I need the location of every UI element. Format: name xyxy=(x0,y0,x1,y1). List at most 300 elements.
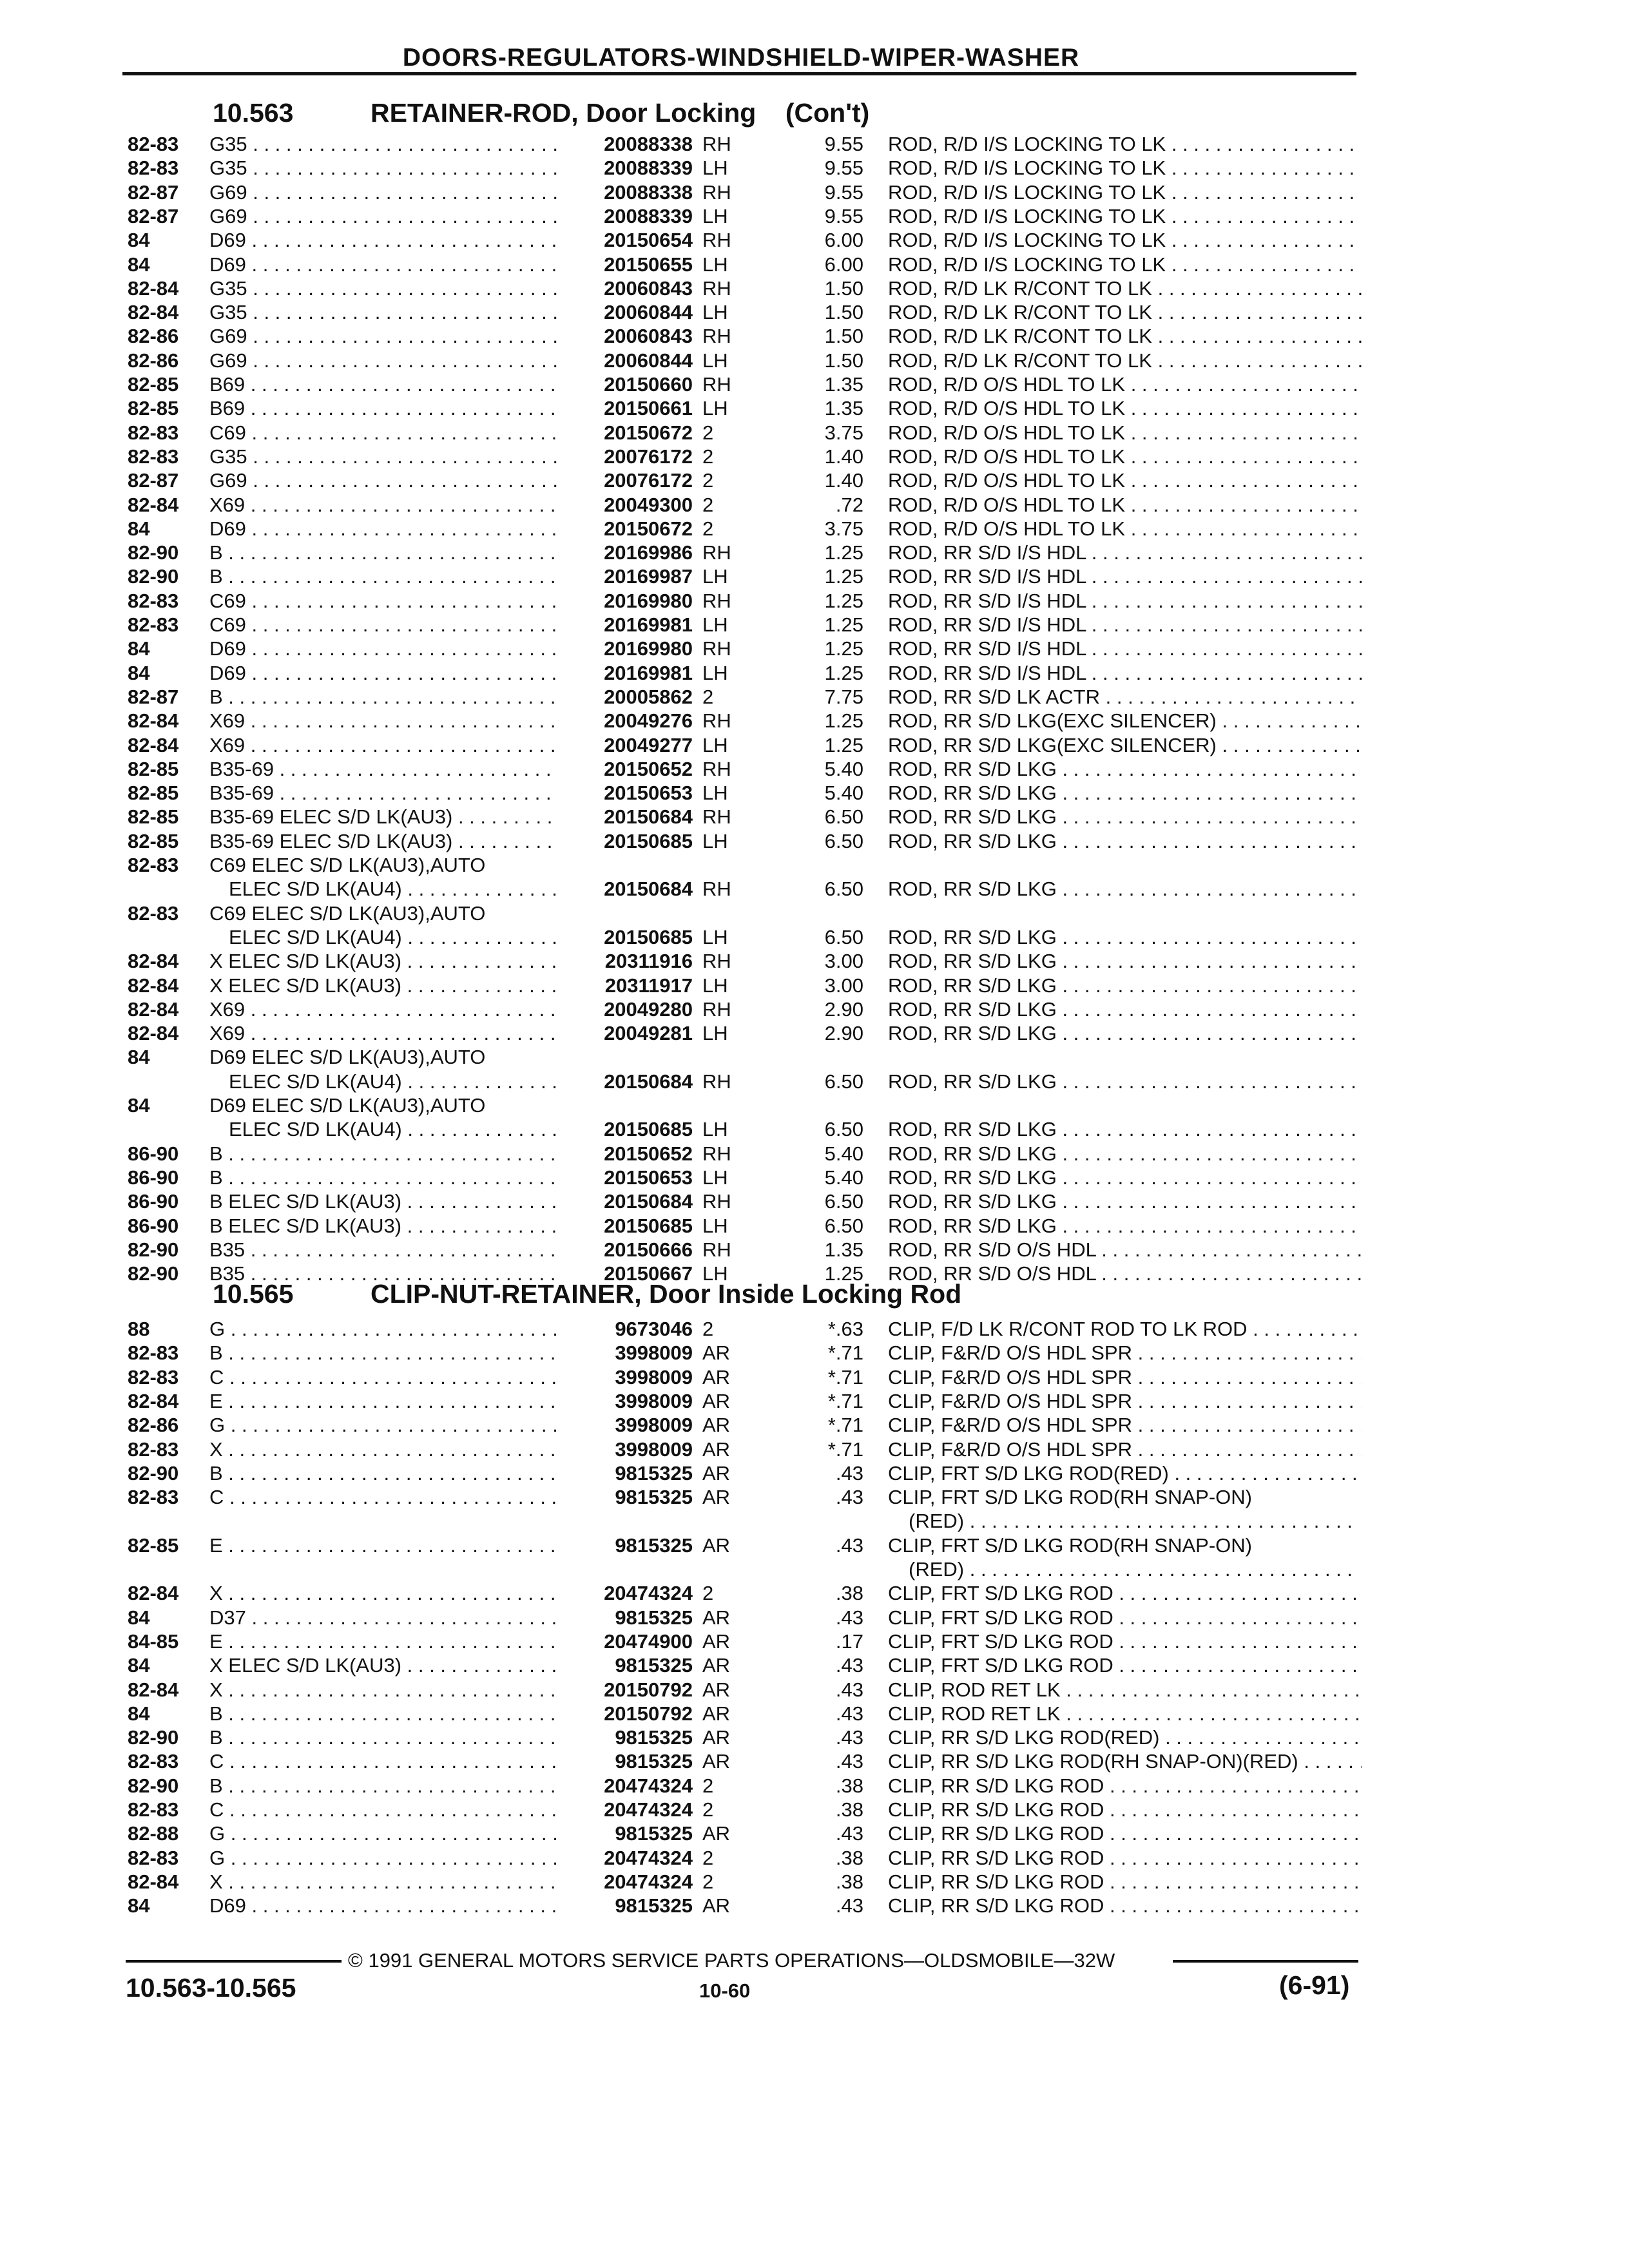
row-year: 86-90 xyxy=(128,1142,179,1165)
row-model: E . . . xyxy=(209,1534,557,1557)
row-side: AR xyxy=(702,1389,731,1412)
row-description: ROD, R/D O/S HDL TO LK . . . xyxy=(888,494,1362,517)
row-year: 84 xyxy=(128,253,150,276)
row-side: LH xyxy=(702,349,728,372)
row-model: G . . . xyxy=(209,1318,557,1341)
row-price: .43 xyxy=(835,1822,863,1845)
row-model-cont: ELEC S/D LK(AU4) . . . xyxy=(229,926,557,949)
row-price: 1.35 xyxy=(824,1238,863,1261)
parts-row xyxy=(0,397,1629,421)
parts-row-continuation xyxy=(0,1510,1629,1534)
row-part-number: 3998009 xyxy=(615,1365,693,1389)
row-part-number: 20474324 xyxy=(604,1870,693,1893)
row-description: ROD, RR S/D I/S HDL . . . xyxy=(888,590,1362,613)
row-description: ROD, RR S/D LKG . . . xyxy=(888,1022,1362,1045)
row-price: .43 xyxy=(835,1533,863,1557)
row-description: CLIP, RR S/D LKG ROD . . . xyxy=(888,1870,1362,1894)
row-year: 82-84 xyxy=(128,276,179,300)
row-year: 84 xyxy=(128,637,150,660)
footer-rule-right xyxy=(1173,1960,1358,1963)
row-part-number: 20311916 xyxy=(604,950,693,973)
row-model: C69 ELEC S/D LK(AU3),AUTO xyxy=(209,901,486,925)
row-side: RH xyxy=(702,805,731,829)
row-part-number: 20049276 xyxy=(604,709,693,733)
row-model: B . . . xyxy=(209,1702,557,1725)
row-part-number: 9815325 xyxy=(615,1894,693,1917)
section-title xyxy=(371,1279,961,1309)
row-year: 82-85 xyxy=(128,757,179,780)
row-price: .38 xyxy=(835,1846,863,1869)
row-description: CLIP, RR S/D LKG ROD(RED) . . . xyxy=(888,1726,1362,1749)
row-description: ROD, RR S/D LKG . . . xyxy=(888,1070,1362,1093)
row-description: ROD, R/D I/S LOCKING TO LK . . . xyxy=(888,229,1362,252)
parts-row xyxy=(0,1238,1629,1263)
row-model: B . . . xyxy=(209,1462,557,1485)
row-part-number: 20060843 xyxy=(604,325,693,348)
row-price: .43 xyxy=(835,1486,863,1509)
row-model: X ELEC S/D LK(AU3) . . . xyxy=(209,1654,557,1677)
row-year: 82-84 xyxy=(128,301,179,324)
parts-row xyxy=(0,541,1629,566)
parts-row xyxy=(0,133,1629,157)
parts-row xyxy=(0,1166,1629,1191)
row-model: B . . . xyxy=(209,541,557,564)
row-model: G35 . . . xyxy=(209,277,557,300)
row-side: RH xyxy=(702,541,731,564)
row-side: 2 xyxy=(702,517,714,540)
row-side: LH xyxy=(702,1262,728,1285)
footer-date: (6-91) xyxy=(1279,1970,1350,2000)
row-model: D69 . . . xyxy=(209,637,557,660)
row-description: ROD, RR S/D LKG . . . xyxy=(888,998,1362,1021)
row-price: .43 xyxy=(835,1461,863,1485)
row-model: X . . . xyxy=(209,1582,557,1605)
row-model: D69 . . . xyxy=(209,253,557,276)
row-model: G35 . . . xyxy=(209,157,557,180)
parts-row xyxy=(0,1462,1629,1486)
row-side: LH xyxy=(702,253,728,276)
parts-row xyxy=(0,590,1629,614)
row-description: CLIP, RR S/D LKG ROD . . . xyxy=(888,1894,1362,1917)
row-price: 1.35 xyxy=(824,397,863,420)
parts-row xyxy=(0,1678,1629,1703)
row-description: CLIP, FRT S/D LKG ROD(RH SNAP-ON) xyxy=(888,1486,1252,1509)
row-part-number: 20150653 xyxy=(604,1166,693,1189)
row-description: ROD, RR S/D LKG . . . xyxy=(888,1215,1362,1238)
row-description: ROD, RR S/D LKG . . . xyxy=(888,758,1362,781)
row-part-number: 9815325 xyxy=(615,1654,693,1677)
row-model: X ELEC S/D LK(AU3) . . . xyxy=(209,974,557,997)
parts-row-continuation xyxy=(0,1070,1629,1095)
row-year: 82-85 xyxy=(128,397,179,420)
row-year: 82-83 xyxy=(128,133,179,155)
row-part-number: 20150684 xyxy=(604,1070,693,1093)
row-model: X69 . . . xyxy=(209,998,557,1021)
row-part-number: 9815325 xyxy=(615,1461,693,1485)
row-description: CLIP, FRT S/D LKG ROD . . . xyxy=(888,1630,1362,1653)
row-year: 82-84 xyxy=(128,709,179,733)
row-description: ROD, RR S/D LK ACTR . . . xyxy=(888,686,1362,709)
row-price: 6.50 xyxy=(824,805,863,829)
row-price: 9.55 xyxy=(824,180,863,204)
row-year: 82-83 xyxy=(128,613,179,636)
row-side: LH xyxy=(702,925,728,948)
row-price: .43 xyxy=(835,1606,863,1629)
row-model-cont: ELEC S/D LK(AU4) . . . xyxy=(229,878,557,901)
row-part-number: 20150684 xyxy=(604,1190,693,1213)
row-description: ROD, RR S/D LKG . . . xyxy=(888,974,1362,997)
row-description: ROD, RR S/D LKG . . . xyxy=(888,1142,1362,1166)
row-part-number: 20088338 xyxy=(604,180,693,204)
row-side: RH xyxy=(702,1190,731,1213)
row-year: 86-90 xyxy=(128,1190,179,1213)
parts-row xyxy=(0,445,1629,470)
row-part-number: 3998009 xyxy=(615,1341,693,1365)
row-model: G69 . . . xyxy=(209,325,557,348)
parts-row xyxy=(0,229,1629,253)
row-part-number: 20150685 xyxy=(604,1214,693,1237)
row-description-cont: (RED) . . . xyxy=(909,1510,1360,1533)
row-year: 82-87 xyxy=(128,685,179,708)
row-side: 2 xyxy=(702,685,714,708)
parts-row xyxy=(0,565,1629,590)
row-year: 82-87 xyxy=(128,180,179,204)
row-model: B ELEC S/D LK(AU3) . . . xyxy=(209,1215,557,1238)
row-part-number: 20049300 xyxy=(604,493,693,516)
row-price: *.71 xyxy=(827,1389,863,1412)
row-year: 82-90 xyxy=(128,1461,179,1485)
row-description: CLIP, F&R/D O/S HDL SPR . . . xyxy=(888,1366,1362,1389)
row-part-number: 20150672 xyxy=(604,517,693,540)
row-price: 1.25 xyxy=(824,613,863,636)
row-side: AR xyxy=(702,1822,731,1845)
row-part-number: 20150792 xyxy=(604,1678,693,1701)
row-model: B35 . . . xyxy=(209,1262,557,1285)
row-price: *.71 xyxy=(827,1414,863,1437)
row-part-number: 9815325 xyxy=(615,1606,693,1629)
row-model: G35 . . . xyxy=(209,133,557,156)
row-model: C . . . xyxy=(209,1750,557,1773)
row-price: 3.75 xyxy=(824,421,863,444)
row-side: LH xyxy=(702,157,728,180)
row-model: C . . . xyxy=(209,1798,557,1821)
row-year: 88 xyxy=(128,1318,150,1340)
row-side: LH xyxy=(702,661,728,684)
row-price: .38 xyxy=(835,1870,863,1893)
row-price: .43 xyxy=(835,1678,863,1701)
row-part-number: 20060844 xyxy=(604,349,693,372)
row-model: G69 . . . xyxy=(209,181,557,204)
parts-row xyxy=(0,950,1629,974)
parts-row xyxy=(0,1366,1629,1390)
row-year: 82-90 xyxy=(128,1262,179,1285)
row-price: 6.50 xyxy=(824,925,863,948)
row-description: CLIP, F/D LK R/CONT ROD TO LK ROD . . . xyxy=(888,1318,1362,1341)
row-price: 9.55 xyxy=(824,133,863,155)
row-part-number: 20088339 xyxy=(604,157,693,180)
parts-row xyxy=(0,1486,1629,1510)
parts-row xyxy=(0,1847,1629,1871)
row-year: 82-84 xyxy=(128,950,179,973)
parts-row xyxy=(0,1702,1629,1727)
row-model: B . . . xyxy=(209,1166,557,1189)
row-part-number: 20150661 xyxy=(604,397,693,420)
row-price: 1.25 xyxy=(824,541,863,564)
row-side: AR xyxy=(702,1486,731,1509)
row-side: AR xyxy=(702,1365,731,1389)
row-part-number: 20150685 xyxy=(604,1118,693,1141)
row-price: 1.25 xyxy=(824,637,863,660)
row-description: ROD, R/D LK R/CONT TO LK . . . xyxy=(888,325,1362,348)
row-model: G . . . xyxy=(209,1847,557,1870)
row-price: 1.50 xyxy=(824,325,863,348)
row-price: 3.00 xyxy=(824,974,863,997)
parts-row xyxy=(0,998,1629,1023)
parts-row xyxy=(0,758,1629,782)
row-side: RH xyxy=(702,589,731,612)
row-part-number: 9815325 xyxy=(615,1486,693,1509)
row-price: 9.55 xyxy=(824,204,863,227)
parts-row xyxy=(0,517,1629,542)
row-side: 2 xyxy=(702,493,714,516)
row-side: RH xyxy=(702,950,731,973)
row-part-number: 20150655 xyxy=(604,253,693,276)
parts-row xyxy=(0,782,1629,806)
footer-page-number: 10-60 xyxy=(699,1979,751,2002)
row-part-number: 20474324 xyxy=(604,1846,693,1869)
row-model: D69 . . . xyxy=(209,1894,557,1917)
row-side: 2 xyxy=(702,445,714,468)
row-price: 6.50 xyxy=(824,1190,863,1213)
row-model: C69 . . . xyxy=(209,613,557,637)
row-year: 82-86 xyxy=(128,349,179,372)
footer-range: 10.563-10.565 xyxy=(126,1973,296,2003)
row-description: ROD, RR S/D LKG . . . xyxy=(888,950,1362,973)
parts-row xyxy=(0,902,1629,927)
parts-row-continuation xyxy=(0,878,1629,902)
row-model: G69 . . . xyxy=(209,469,557,492)
row-side: LH xyxy=(702,974,728,997)
row-year: 82-84 xyxy=(128,1870,179,1893)
row-price: 2.90 xyxy=(824,997,863,1021)
row-price: 5.40 xyxy=(824,782,863,805)
row-description: ROD, R/D I/S LOCKING TO LK . . . xyxy=(888,181,1362,204)
parts-row xyxy=(0,1046,1629,1070)
row-description: ROD, R/D O/S HDL TO LK . . . xyxy=(888,397,1362,420)
row-model: B . . . xyxy=(209,1774,557,1798)
row-year: 84 xyxy=(128,1046,150,1069)
row-description: CLIP, RR S/D LKG ROD(RH SNAP-ON)(RED) . . . xyxy=(888,1750,1362,1773)
parts-row xyxy=(0,494,1629,518)
row-year: 82-83 xyxy=(128,1486,179,1509)
row-year: 82-87 xyxy=(128,469,179,492)
page-header: DOORS-REGULATORS-WINDSHIELD-WIPER-WASHER xyxy=(402,44,1080,72)
row-description: CLIP, FRT S/D LKG ROD . . . xyxy=(888,1654,1362,1677)
row-model: C . . . xyxy=(209,1366,557,1389)
row-description: CLIP, FRT S/D LKG ROD . . . xyxy=(888,1606,1362,1629)
row-model: B . . . xyxy=(209,1726,557,1749)
row-part-number: 20150792 xyxy=(604,1702,693,1725)
row-model: X69 . . . xyxy=(209,1022,557,1045)
row-price: 1.40 xyxy=(824,469,863,492)
row-price: *.71 xyxy=(827,1437,863,1461)
parts-row xyxy=(0,1390,1629,1414)
parts-row xyxy=(0,1318,1629,1342)
row-year: 82-84 xyxy=(128,974,179,997)
row-part-number: 20169981 xyxy=(604,661,693,684)
row-model: X69 . . . xyxy=(209,734,557,757)
row-part-number: 20169986 xyxy=(604,541,693,564)
row-year: 82-85 xyxy=(128,1533,179,1557)
row-model: D69 ELEC S/D LK(AU3),AUTO xyxy=(209,1046,486,1069)
row-year: 84 xyxy=(128,1094,150,1117)
row-description: ROD, RR S/D LKG . . . xyxy=(888,878,1362,901)
row-price: .38 xyxy=(835,1774,863,1797)
row-description: CLIP, RR S/D LKG ROD . . . xyxy=(888,1774,1362,1798)
row-part-number: 3998009 xyxy=(615,1437,693,1461)
parts-row xyxy=(0,1654,1629,1678)
parts-row xyxy=(0,1750,1629,1774)
row-side: LH xyxy=(702,733,728,756)
row-year: 84-85 xyxy=(128,1629,179,1653)
row-side: RH xyxy=(702,133,731,155)
row-side: AR xyxy=(702,1533,731,1557)
row-description: ROD, R/D I/S LOCKING TO LK . . . xyxy=(888,157,1362,180)
row-part-number: 3998009 xyxy=(615,1389,693,1412)
row-side: RH xyxy=(702,709,731,733)
row-side: RH xyxy=(702,229,731,252)
row-side: RH xyxy=(702,1142,731,1165)
row-price: 1.25 xyxy=(824,661,863,684)
row-description: ROD, R/D LK R/CONT TO LK . . . xyxy=(888,277,1362,300)
section-title xyxy=(371,98,869,128)
row-description-cont: (RED) . . . xyxy=(909,1558,1360,1581)
row-side: LH xyxy=(702,1214,728,1237)
row-side: LH xyxy=(702,301,728,324)
row-side: RH xyxy=(702,757,731,780)
row-model: X . . . xyxy=(209,1870,557,1894)
row-description: ROD, RR S/D LKG . . . xyxy=(888,1190,1362,1213)
row-description: ROD, RR S/D LKG(EXC SILENCER) . . . xyxy=(888,734,1362,757)
row-part-number: 20311917 xyxy=(604,974,693,997)
row-price: *.63 xyxy=(827,1318,863,1340)
row-part-number: 9815325 xyxy=(615,1533,693,1557)
row-model: X . . . xyxy=(209,1678,557,1702)
parts-row xyxy=(0,301,1629,325)
row-price: .38 xyxy=(835,1798,863,1821)
parts-row-continuation xyxy=(0,926,1629,950)
row-price: 3.00 xyxy=(824,950,863,973)
row-year: 82-85 xyxy=(128,805,179,829)
row-price: *.71 xyxy=(827,1341,863,1365)
row-part-number: 20088338 xyxy=(604,133,693,155)
row-description: ROD, RR S/D LKG(EXC SILENCER) . . . xyxy=(888,709,1362,733)
row-description: ROD, RR S/D I/S HDL . . . xyxy=(888,637,1362,660)
row-part-number: 9815325 xyxy=(615,1726,693,1749)
row-part-number: 20150652 xyxy=(604,1142,693,1165)
row-year: 82-84 xyxy=(128,1678,179,1701)
row-price: 5.40 xyxy=(824,1166,863,1189)
row-year: 84 xyxy=(128,1654,150,1677)
row-model: G35 . . . xyxy=(209,445,557,468)
footer-rule-left xyxy=(126,1960,342,1963)
row-part-number: 20169987 xyxy=(604,565,693,588)
row-side: LH xyxy=(702,1166,728,1189)
row-description: ROD, RR S/D I/S HDL . . . xyxy=(888,565,1362,588)
parts-row xyxy=(0,181,1629,206)
row-model: C . . . xyxy=(209,1486,557,1509)
row-description: ROD, RR S/D I/S HDL . . . xyxy=(888,541,1362,564)
row-model: B35-69 . . . xyxy=(209,758,557,781)
row-side: AR xyxy=(702,1606,731,1629)
row-part-number: 9815325 xyxy=(615,1822,693,1845)
parts-row xyxy=(0,637,1629,662)
parts-row xyxy=(0,1870,1629,1895)
row-model: E . . . xyxy=(209,1630,557,1653)
row-part-number: 20150666 xyxy=(604,1238,693,1261)
row-side: AR xyxy=(702,1341,731,1365)
footer-copyright: © 1991 GENERAL MOTORS SERVICE PARTS OPERATIONS—OLDSMOBILE—32W xyxy=(348,1949,1115,1972)
row-year: 82-83 xyxy=(128,1846,179,1869)
parts-row xyxy=(0,662,1629,686)
row-description: ROD, R/D O/S HDL TO LK . . . xyxy=(888,517,1362,541)
row-side: LH xyxy=(702,565,728,588)
header-rule xyxy=(122,72,1356,75)
parts-row xyxy=(0,253,1629,278)
row-price: 1.25 xyxy=(824,1262,863,1285)
row-model: B . . . xyxy=(209,565,557,588)
row-price: 1.40 xyxy=(824,445,863,468)
row-year: 82-84 xyxy=(128,1389,179,1412)
row-year: 82-83 xyxy=(128,1750,179,1773)
row-part-number: 20049280 xyxy=(604,997,693,1021)
row-side: 2 xyxy=(702,1582,714,1605)
row-year: 82-90 xyxy=(128,1238,179,1261)
parts-row xyxy=(0,1774,1629,1799)
row-part-number: 20150667 xyxy=(604,1262,693,1285)
parts-row xyxy=(0,854,1629,878)
row-year: 82-84 xyxy=(128,1582,179,1605)
row-side: LH xyxy=(702,613,728,636)
row-side: AR xyxy=(702,1702,731,1725)
row-model: C69 . . . xyxy=(209,590,557,613)
row-model: X69 . . . xyxy=(209,494,557,517)
row-part-number: 20076172 xyxy=(604,469,693,492)
row-part-number: 3998009 xyxy=(615,1414,693,1437)
row-price: .43 xyxy=(835,1750,863,1773)
row-part-number: 20474900 xyxy=(604,1629,693,1653)
row-description: ROD, R/D O/S HDL TO LK . . . xyxy=(888,421,1362,445)
parts-row xyxy=(0,1726,1629,1751)
row-part-number: 20150685 xyxy=(604,829,693,852)
row-description: ROD, RR S/D O/S HDL . . . xyxy=(888,1262,1362,1285)
row-description: ROD, R/D I/S LOCKING TO LK . . . xyxy=(888,205,1362,228)
row-model: B35 . . . xyxy=(209,1238,557,1262)
row-part-number: 20005862 xyxy=(604,685,693,708)
row-description: CLIP, FRT S/D LKG ROD(RED) . . . xyxy=(888,1462,1362,1485)
row-side: AR xyxy=(702,1750,731,1773)
row-price: 6.50 xyxy=(824,1214,863,1237)
row-side: 2 xyxy=(702,469,714,492)
row-part-number: 9673046 xyxy=(615,1318,693,1340)
row-model: D69 . . . xyxy=(209,517,557,541)
parts-row xyxy=(0,277,1629,302)
row-price: 5.40 xyxy=(824,757,863,780)
row-price: 1.25 xyxy=(824,589,863,612)
row-description: ROD, RR S/D LKG . . . xyxy=(888,1166,1362,1189)
parts-row xyxy=(0,157,1629,181)
row-model: B . . . xyxy=(209,686,557,709)
